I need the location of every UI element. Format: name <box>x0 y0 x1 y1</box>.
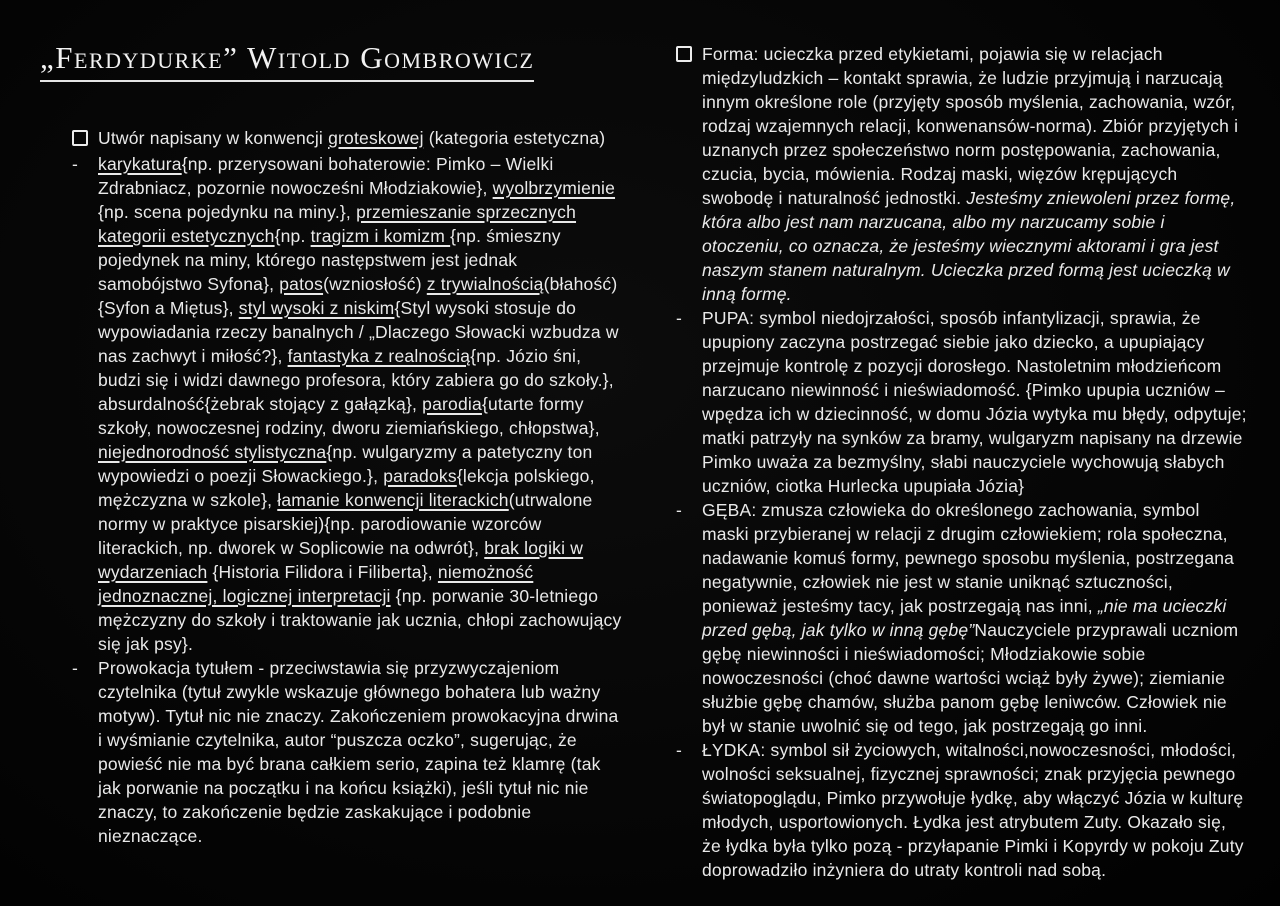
text-run: {np. scena pojedynku na miny.}, <box>98 202 357 222</box>
list-item <box>676 738 1248 882</box>
underlined-text-run: wyolbrzymienie <box>492 178 616 198</box>
underlined-text-run: styl wysoki z niskim <box>238 298 395 318</box>
item-text <box>98 126 624 150</box>
text-run: (utrwalone normy w praktyce pisarskiej){np. parodiowanie wzorców literackich, np. dworek w Soplicowie na odwrót}, <box>98 490 593 558</box>
text-run: {np. przerysowani bohaterowie: Pimko – Wielki Zdrabniacz, pozornie nowocześni Młodziakowie}, <box>98 154 554 198</box>
underlined-text-run: patos <box>279 274 324 294</box>
text-run: {Historia Filidora i Filiberta}, <box>207 562 438 582</box>
dash-bullet: - <box>676 500 683 520</box>
text-run: (kategoria estetyczna) <box>423 128 606 148</box>
item-text <box>702 42 1248 306</box>
page-title: „Ferdydurke” Witold Gombrowicz <box>40 40 534 82</box>
text-run: (błahość) {Syfon a Miętus}, <box>98 274 618 318</box>
dash-bullet: - <box>676 308 683 328</box>
text-run: {np. śmieszny pojedynek na miny, którego następstwem jest jednak samobójstwo Syfona}, <box>98 226 561 294</box>
list-item <box>72 152 624 656</box>
list-item <box>676 306 1248 498</box>
text-run: ŁYDKA: symbol sił życiowych, witalności,nowoczesności, młodości, wolności seksualnej, fizycznej sprawności; znak przyjęcia pewnego światopoglądu, Pimko przywołuje łydkę, aby włączyć Józia w kulturę młodych, usportowionych. Łydka jest atrybutem Zuty. Okazało się, że łydka była tylko pozą - przyłapanie Pimki i Kopyrdy w pokoju Zuty doprowadziło inżyniera do utraty kontroli nad sobą. <box>702 740 1244 880</box>
underlined-text-run: niejednorodność stylistyczna <box>98 442 327 462</box>
text-run: {np. wulgaryzmy a patetyczny ton wypowiedzi o poezji Słowackiego.}, <box>98 442 593 486</box>
underlined-text-run: groteskowej <box>328 128 424 148</box>
underlined-text-run: fantastyka z realnością <box>287 346 471 366</box>
list-item <box>72 656 624 848</box>
text-run: Utwór napisany w konwencji <box>98 128 329 148</box>
dash-bullet: - <box>676 740 683 760</box>
dash-bullet: - <box>72 154 79 174</box>
text-run: {Styl wysoki stosuje do wypowiadania rzeczy banalnych / „Dlaczego Słowacki wzbudza w nas zachwyt i miłość?}, <box>98 298 619 366</box>
text-run: {lekcja polskiego, mężczyzna w szkole}, <box>98 466 595 510</box>
right-column <box>676 42 1248 882</box>
checkbox-icon <box>676 42 702 68</box>
underlined-text-run: tragizm i komizm <box>310 226 451 246</box>
list-item <box>676 42 1248 306</box>
item-text <box>98 656 624 848</box>
dash-bullet: - <box>72 658 79 678</box>
text-run: {np. Józio śni, budzi się i widzi dawnego profesora, który zabiera go do szkoły.}, absurdalność{żebrak stojący z gałązką}, <box>98 346 614 414</box>
left-column <box>72 126 624 848</box>
text-run: {np. <box>274 226 311 246</box>
checkbox-icon <box>72 126 98 152</box>
text-run: PUPA: symbol niedojrzałości, sposób infantylizacji, sprawia, że upupiony zaczyna postrzegać siebie jako dziecko, a upupiający przejmuje kontrolę z pozycji dorosłego. Nastoletnim młodzieńcom narzucano niewinność i nieświadomość. {Pimko upupia uczniów – wpędza ich w dziecinność, w domu Józia wytyka mu błędy, odpytuje; matki patrzyły na synków za bramy, wulgaryzm napisany na drzewie Pimko uważa za bezmyślny, słabi nauczyciele wychowują słabych uczniów, ciotka Hurlecka upupiała Józia} <box>702 308 1247 496</box>
checkbox-square <box>676 46 692 62</box>
text-run: Nauczyciele przyprawali uczniom gębę niewinności i nieświadomości; Młodziakowie sobie nowoczesności (choć dawne wartości wciąż były żywe); ziemianie służbie gębę chamów, służba panom gębę leniwców. Człowiek nie był w stanie uwolnić się od tego, jak postrzegają go inni. <box>702 620 1239 736</box>
italic-text-run: „nie ma ucieczki przed gębą, jak tylko w inną gębę” <box>702 596 1227 640</box>
italic-text-run: Jesteśmy zniewoleni przez formę, która albo jest nam narzucana, albo my narzucamy sobie i otoczeniu, co oznacza, że jesteśmy wiecznymi aktorami i gra jest naszym stanem naturalnym. Ucieczka przed formą jest ucieczką w inną formę. <box>702 188 1236 304</box>
underlined-text-run: brak logiki w wydarzeniach <box>98 538 584 582</box>
text-run: {utarte formy szkoły, nowoczesnej rodziny, dworu ziemiańskiego, chłopstwa}, <box>98 394 600 438</box>
underlined-text-run: karykatura <box>98 154 182 174</box>
item-text <box>702 498 1248 738</box>
underlined-text-run: z trywialnością <box>426 274 544 294</box>
text-run: GĘBA: zmusza człowieka do określonego zachowania, symbol maski przybieranej w relacji z drugim człowiekiem; rola społeczna, nadawanie komuś formy, pewnego sposobu myślenia, postrzegana negatywnie, człowiek nie jest w stanie uniknąć sztuczności, ponieważ jesteśmy tacy, jak postrzegają nas inni, <box>702 500 1235 616</box>
text-run: Prowokacja tytułem - przeciwstawia się przyzwyczajeniom czytelnika (tytuł zwykle wskazuje głównego bohatera lub ważny motyw). Tytuł nic nie znaczy. Zakończeniem prowokacyjna drwina i wyśmianie czytelnika, autor “puszcza oczko”, sugerując, że powieść nie ma być brana całkiem serio, zapina też klamrę (tak jak porwanie na początku i na końcu książki), jeśli tytuł nic nie znaczy, to zakończenie będzie zaskakujące i podobnie nieznaczące. <box>98 658 619 846</box>
list-item <box>676 498 1248 738</box>
item-text <box>98 152 624 656</box>
checkbox-square <box>72 130 88 146</box>
list-item <box>72 126 624 152</box>
underlined-text-run: paradoks <box>383 466 457 486</box>
underlined-text-run: przemieszanie sprzecznych kategorii estetycznych <box>98 202 577 246</box>
underlined-text-run: niemożność jednoznacznej, logicznej interpretacji <box>98 562 534 606</box>
item-text <box>702 738 1248 882</box>
underlined-text-run: parodia <box>422 394 482 414</box>
text-run: (wzniosłość) <box>323 274 427 294</box>
text-run: Forma: ucieczka przed etykietami, pojawia się w relacjach międzyludzkich – kontakt sprawia, że ludzie przyjmują i narzucają innym określone role (przyjęty sposób myślenia, zachowania, wzór, rodzaj wzajemnych relacji, konwenansów-norma). Zbiór przyjętych i uznanych przez społeczeństwo norm postępowania, zachowania, czucia, bycia, mówienia. Rodzaj maski, więzów krępujących swobodę i naturalność jednostki. <box>702 44 1239 208</box>
text-run: {np. porwanie 30-letniego mężczyzny do szkoły i traktowanie jak ucznia, chłopi zachowujący się jak psy}. <box>98 586 622 654</box>
item-text <box>702 306 1248 498</box>
underlined-text-run: łamanie konwencji literackich <box>277 490 509 510</box>
